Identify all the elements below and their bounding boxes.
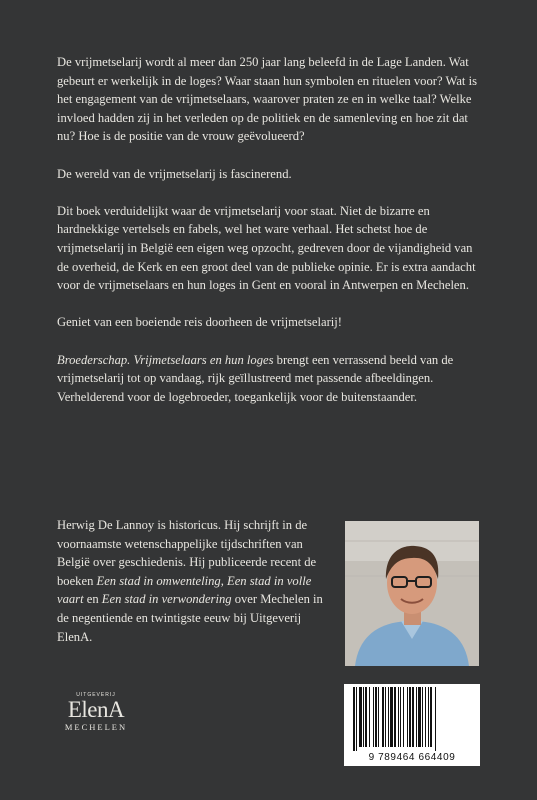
blurb-paragraph-5-text: brengt een verrassend beeld van de vrijmetselarij tot op vandaag, rijk geïllustreerd met passende afbeeldingen. Verhelderend voor de logebroeder, toegankelijk voor de buitenstaander.: [57, 352, 454, 404]
blurb-paragraph-3: Dit boek verduidelijkt waar de vrijmetselarij voor staat. Niet de bizarre en hardnekkige vertelsels en fabels, wel het ware verhaal. Het schetst hoe de vrijmetselarij in België een eigen weg opzocht, gedreven door de vijandigheid van de overheid, de Kerk en een groot deel van de publieke opinie. Er is extra aandacht voor de vrijmetselaars en hun loges in Gent en vooral in Antwerpen en Mechelen.: [57, 203, 476, 293]
book-title-italic: Broederschap. Vrijmetselaars en hun loges: [57, 352, 274, 367]
blurb-paragraph-4: Geniet van een boeiende reis doorheen de vrijmetselarij!: [57, 315, 342, 330]
barcode-bar: [403, 687, 404, 747]
blurb-paragraph-5: [57, 351, 479, 407]
isbn-barcode: [344, 684, 480, 766]
barcode-bar: [412, 687, 414, 747]
author-portrait-illustration: [345, 521, 479, 666]
publisher-logo-name: ElenA: [67, 697, 125, 722]
barcode-bar: [394, 687, 396, 747]
barcode-bar: [388, 687, 389, 747]
barcode-bar: [363, 687, 364, 747]
author-bio-text-2: over Mechelen in de negentiende en twintigste eeuw bij Uitgeverij ElenA.: [57, 592, 323, 644]
barcode-bar: [390, 687, 393, 747]
publisher-logo-label: UITGEVERIJ: [76, 692, 116, 698]
author-book-1: Een stad in omwenteling: [96, 573, 221, 588]
author-bio-sep-1: ,: [220, 573, 227, 588]
barcode-bar: [359, 687, 362, 747]
author-book-2: Een stad in volle vaart: [57, 573, 312, 607]
barcode-bar: [409, 687, 411, 747]
barcode-bar: [369, 687, 370, 747]
barcode-bars: [349, 687, 475, 751]
author-bio-paragraph: [57, 516, 335, 646]
blurb-paragraph-2: De wereld van de vrijmetselarij is fascinerend.: [57, 166, 292, 181]
author-bio-text-1: Herwig De Lannoy is historicus. Hij schrijft in de voornaamste wetenschappelijke tijdschriften van België over geschiedenis. Hij publiceerde recent de boeken: [57, 518, 317, 588]
barcode-bar: [356, 687, 357, 751]
barcode-bar: [382, 687, 384, 747]
publisher-logo: [56, 692, 136, 742]
back-cover-blurb: [57, 53, 479, 425]
barcode-bar: [375, 687, 377, 747]
publisher-logo-city: MECHELEN: [64, 722, 128, 732]
author-book-3: Een stad in verwondering: [101, 592, 232, 607]
author-bio-sep-2: en: [83, 592, 102, 607]
barcode-bar: [430, 687, 432, 747]
barcode-bar: [353, 687, 355, 751]
barcode-bar: [428, 687, 429, 747]
author-photo: [345, 521, 479, 666]
barcode-bar: [373, 687, 374, 747]
barcode-bar: [400, 687, 401, 747]
blurb-paragraph-1: De vrijmetselarij wordt al meer dan 250 jaar lang beleefd in de Lage Landen. Wat gebeurt er werkelijk in de loges? Waar staan hun symbolen en rituelen voor? Wat is het engagement van de vrijmetselaars, waarover praten ze en in welke taal? Welke invloed hadden zij in het verleden op de politiek en de samenleving en hoe zit dat nu? Hoe is de positie van de vrouw geëvolueerd?: [57, 55, 477, 144]
barcode-bar: [407, 687, 408, 747]
author-bio: [57, 516, 335, 646]
barcode-bar: [398, 687, 399, 747]
barcode-bar: [422, 687, 423, 747]
barcode-bar: [425, 687, 426, 747]
barcode-bar: [418, 687, 421, 747]
barcode-bar: [365, 687, 367, 747]
barcode-bar: [416, 687, 417, 747]
isbn-number: 9 789464 664409: [368, 752, 456, 763]
barcode-bar: [378, 687, 379, 747]
barcode-bar: [385, 687, 386, 747]
barcode-bar: [435, 687, 436, 751]
